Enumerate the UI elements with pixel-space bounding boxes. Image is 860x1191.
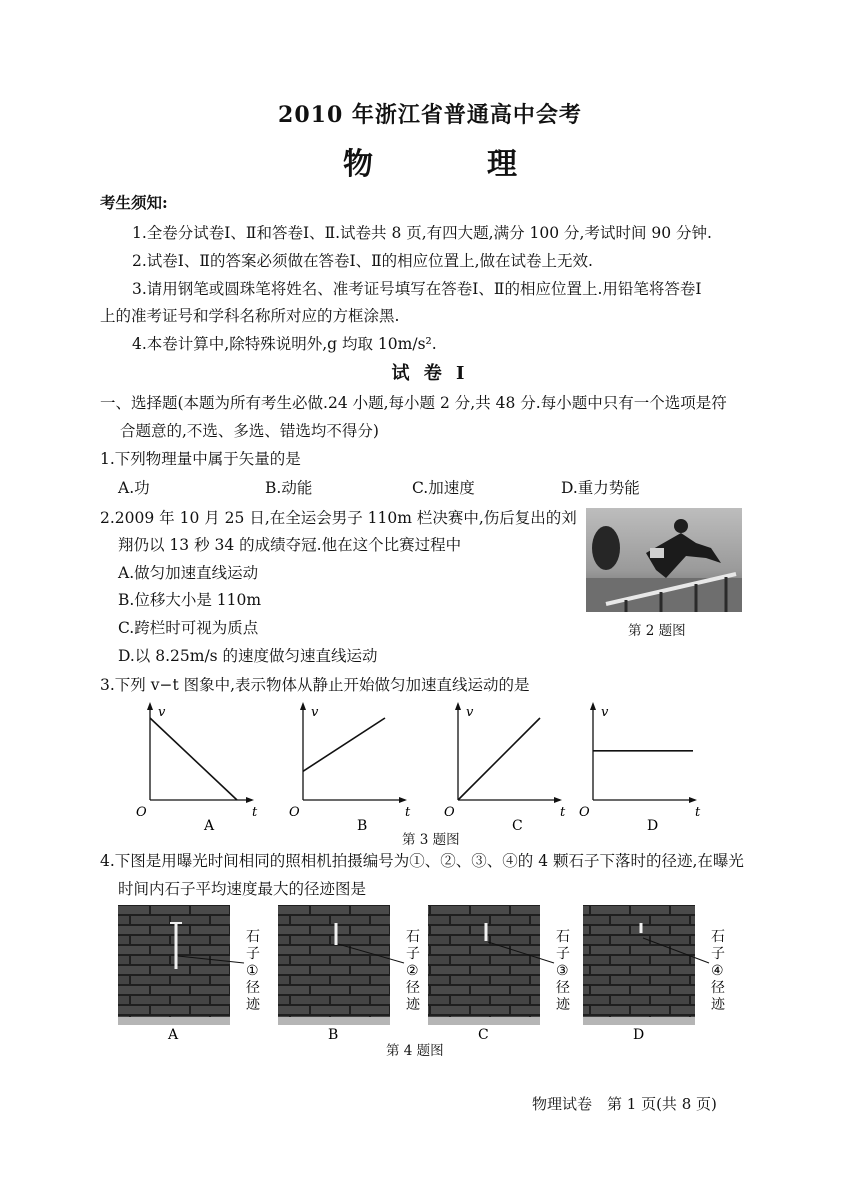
graph-label: C [512,818,523,834]
stone-photo-A [118,905,261,1043]
photo-label: B [328,1027,339,1043]
stone-photo-C [428,905,571,1043]
q2-option: A.做匀加速直线运动 [118,564,259,582]
t-axis-arrow [689,797,697,803]
photo-note-char: ② [406,963,419,979]
photo-note-char: 迹 [406,997,420,1013]
photo-note-char: 子 [406,946,420,962]
photo-note-char: 迹 [246,997,260,1013]
q3-stem: 3.下列 v−t 图象中,表示物体从静止开始做匀加速直线运动的是 [100,676,530,694]
notice-item: 4.本卷计算中,除特殊说明外,g 均取 10m/s². [132,335,437,353]
stone-photo-B [278,905,421,1043]
q2-option: D.以 8.25m/s 的速度做匀速直线运动 [118,647,378,665]
q3-figure-caption: 第 3 题图 [402,832,460,848]
photo-note-char: 径 [406,980,420,996]
t-axis-label: t [252,805,258,820]
ground [278,1017,390,1025]
origin-label: O [579,805,590,820]
vt-line [458,718,540,800]
vt-graph-B [289,702,411,834]
photo-label: D [633,1027,645,1043]
graph-label: B [357,818,368,834]
ground [428,1017,540,1025]
photo-note-char: ③ [556,963,569,979]
q2-option: C.跨栏时可视为质点 [118,619,259,637]
origin-label: O [136,805,147,820]
origin-label: O [444,805,455,820]
photo-note-char: 石 [556,929,570,945]
brick-wall [428,905,540,1025]
brick-wall [278,905,390,1025]
photo-note-char: 石 [246,929,260,945]
q1-option: D.重力势能 [561,479,640,497]
graph-label: D [647,818,659,834]
page-footer: 物理试卷 第 1 页(共 8 页) [532,1095,717,1113]
t-axis-label: t [695,805,701,820]
v-axis-arrow [300,702,306,710]
section-title: 试 卷 Ⅰ [391,363,469,384]
photo-note-char: 径 [711,980,725,996]
q2-figure-caption: 第 2 题图 [628,623,686,639]
hurdle-race-photo [586,508,742,612]
photo-note-char: 子 [556,946,570,962]
vt-line [303,718,385,771]
ground [118,1017,230,1025]
notice-item: 2.试卷Ⅰ、Ⅱ的答案必须做在答卷Ⅰ、Ⅱ的相应位置上,做在试卷上无效. [132,252,593,270]
photo-note-char: ① [246,963,259,979]
v-axis-label: v [311,705,319,720]
ground [583,1017,695,1025]
photo-note-char: 子 [246,946,260,962]
v-axis-label: v [601,705,609,720]
vt-graph-C [444,702,566,834]
photo-label: A [168,1027,179,1043]
vt-graph-D [579,702,701,834]
q1-option: B.动能 [265,479,313,497]
vt-line [150,718,237,800]
notice-item: 1.全卷分试卷Ⅰ、Ⅱ和答卷Ⅰ、Ⅱ.试卷共 8 页,有四大题,满分 100 分,考试时间 90 分钟. [132,224,712,242]
vt-graph-A [136,702,258,834]
t-axis-label: t [405,805,411,820]
brick-wall [583,905,695,1025]
q4-figure-caption: 第 4 题图 [386,1043,444,1059]
q2-stem: 2.2009 年 10 月 25 日,在全运会男子 110m 栏决赛中,伤后复出的刘 [100,509,577,527]
graph-label: A [204,818,215,834]
notice-heading: 考生须知: [100,193,168,212]
notice-item: 上的准考证号和学科名称所对应的方框涂黑. [100,307,400,325]
photo-note-char: 石 [711,929,725,945]
photo-note-char: 子 [711,946,725,962]
photo-note-char: 迹 [556,997,570,1013]
q4-stone-track-photos [110,905,750,1045]
v-axis-label: v [158,705,166,720]
q4-stem: 4.下图是用曝光时间相同的照相机拍摄编号为①、②、③、④的 4 颗石子下落时的径迹,在曝光 [100,852,744,870]
subject-title: 物 理 [343,147,559,182]
v-axis-arrow [590,702,596,710]
q2-option: B.位移大小是 110m [118,591,262,609]
exam-title: 2010 年浙江省普通高中会考 [278,102,582,128]
q1-stem: 1.下列物理量中属于矢量的是 [100,450,301,468]
v-axis-label: v [466,705,474,720]
stone-photo-D [583,905,726,1043]
t-axis-arrow [399,797,407,803]
part1-heading-cont: 合题意的,不选、多选、错选均不得分) [120,422,379,440]
v-axis-arrow [455,702,461,710]
part1-heading: 一、选择题(本题为所有考生必做.24 小题,每小题 2 分,共 48 分.每小题中只有一个选项是符 [100,394,727,412]
photo-label: C [478,1027,489,1043]
photo-note-char: 径 [556,980,570,996]
photo-note-char: 径 [246,980,260,996]
t-axis-arrow [554,797,562,803]
q3-vt-graphs [120,700,720,845]
photo-note-char: 迹 [711,997,725,1013]
q1-option: A.功 [118,479,150,497]
t-axis-label: t [560,805,566,820]
q1-option: C.加速度 [412,479,475,497]
photo-note-char: ④ [711,963,724,979]
q2-stem-cont: 翔仍以 13 秒 34 的成绩夺冠.他在这个比赛过程中 [118,536,462,554]
photo-note-char: 石 [406,929,420,945]
t-axis-arrow [246,797,254,803]
origin-label: O [289,805,300,820]
q4-stem-cont: 时间内石子平均速度最大的径迹图是 [118,880,367,898]
v-axis-arrow [147,702,153,710]
notice-item: 3.请用钢笔或圆珠笔将姓名、准考证号填写在答卷Ⅰ、Ⅱ的相应位置上.用铅笔将答卷Ⅰ [132,280,702,298]
